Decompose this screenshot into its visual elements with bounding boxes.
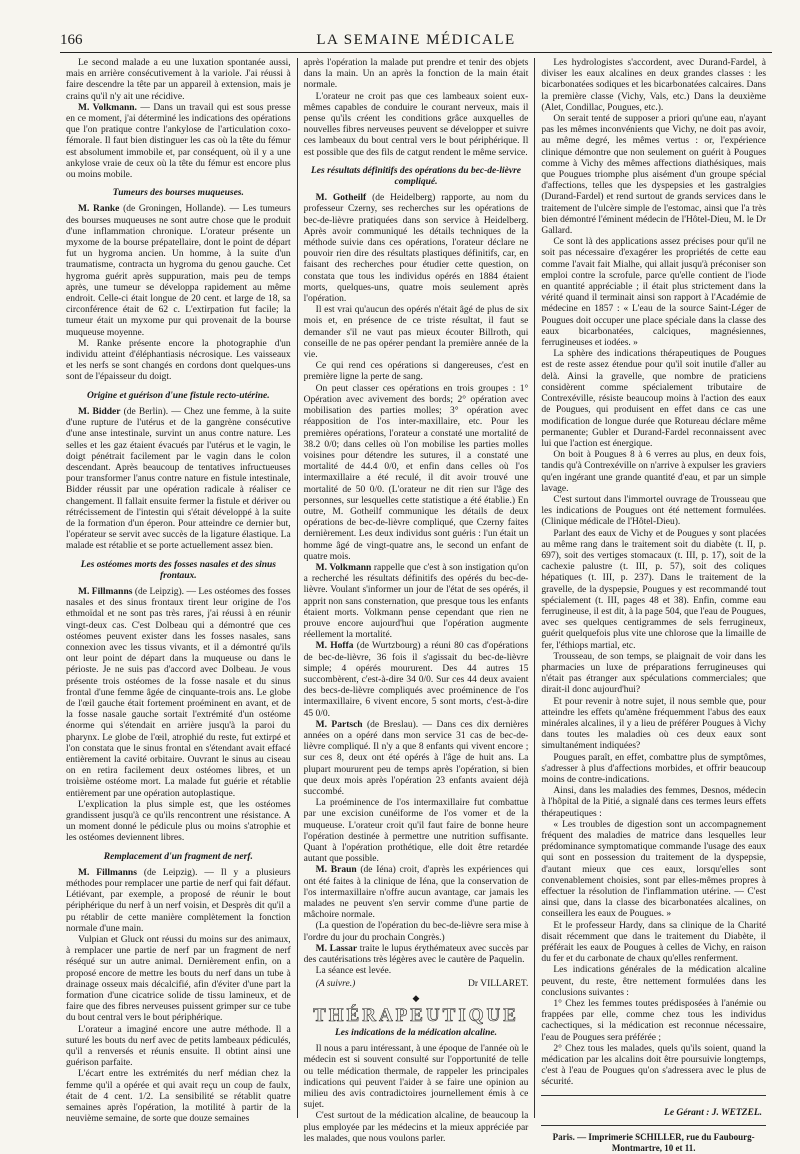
paragraph (66, 868, 291, 935)
journal-title: LA SEMAINE MÉDICALE (316, 32, 516, 48)
speaker-name: M. Ranke (78, 204, 120, 215)
author-signature: Dr VILLARET. (468, 979, 529, 990)
paragraph (66, 407, 291, 553)
printer-imprint (541, 1132, 766, 1154)
paragraph: Trousseau, de son temps, se plaignait de voir dans les pharmacies un luxe de préparations ferrugineuses qui n'était pas étranger aux spéculations commerciales; que dirait-il donc aujourd'hui? (541, 651, 767, 696)
paragraph: Et pour revenir à notre sujet, il nous semble que, pour atteindre les effets qu'amène fréquemment l'abus des eaux minérales alcalines, il y a lieu de préférer Pougues à Vichy dans toutes les maladies où ces deux eaux sont simultanément indiquées? (541, 696, 767, 752)
speaker-name: M. Volkmann. (78, 102, 137, 113)
paragraph-text: (de Breslau). — Dans ces dix dernières années on a opéré dans mon service 31 cas de bec-de-lièvre compliqué. Il n'y a que 8 enfants qui vivent encore ; sur ces 8, deux ont été opérés à l'âge de huit ans. La plupart moururent peu de temps après l'opération, si bien que deux mois après l'opération 23 enfants avaient déjà succombé. (303, 719, 529, 797)
paragraph: 2° Chez tous les malades, quels qu'ils soient, quand la médication par les alcalins doit être poursuivie longtemps, c'est à l'eau de Pougues qu'on s'adressera avec le plus de sécurité. (541, 1043, 767, 1088)
paragraph: L'orateur a imaginé encore une autre méthode. Il a suturé les bouts du nerf avec de petits lambeaux pédiculés, qu'il a renversés et réunis ensuite. Il obtint ainsi une guérison parfaite. (66, 1024, 291, 1069)
paragraph-text: (de Leipzig). — Les ostéomes des fosses nasales et des sinus frontaux tirent leur origine de l'os ethmoïdal et ne sont pas très rares, j'ai réussi à en réunir vingt-deux cas. C'est Dolbeau qui a démontré que ces ostéomes peuvent exister dans les fosses nasales, sans connexion avec les tissus vivants, et il a démontré qu'ils ont leur point de départ dans la muqueuse ou dans le périoste. Je ne suis pas d'accord avec Dolbeau. Je vous présente trois ostéomes de la fosse nasale et du sinus frontal d'une femme âgée de cinquante-trois ans. Le globe de l'œil gauche était fortement proéminent en avant, et de la fosse nasale gauche sortait l'extrémité d'un ostéome énorme qui s'étendait en arrière jusqu'à la paroi du pharynx. Le globe de l'œil, atrophié du reste, fut extirpé et l'on constata que le sinus frontal en s'étendant avait effacé entièrement la cavité orbitaire. Ouvrant le sinus au ciseau on en retira facilement deux ostéomes libres, et un troisième ostéome mort. La malade fut guérie et rétablie entièrement par une opération autoplastique. (66, 586, 291, 799)
paragraph-text: rappelle que c'est à son instigation qu'on a recherché les résultats définitifs des opérés du bec-de-lièvre. Voulant s'informer un jour de l'état de ses opérés, il apprit non sans consternation, que presque tous les enfants étaient morts. Volkmann pense cependant que rien ne prouve encore aujourd'hui que l'opération augmente réellement la mortalité. (303, 562, 529, 641)
paragraph: Pougues paraît, en effet, combattre plus de symptômes, s'adresser à plus d'affections morbides, et offrir beaucoup moins de contre-indications. (541, 752, 767, 785)
column-middle (297, 58, 535, 1144)
column-right (534, 58, 772, 1153)
paragraph-text: (de Berlin). — Chez une femme, à la suite d'une rupture de l'utérus et de la gangrène consécutive d'une anse intestinale, survint un anus contre nature. Les selles et les gaz étaient évacués par l'utérus et le vagin, le doigt pénétrait facilement par le vagin dans le colon descendant. Après beaucoup de tentatives infructueuses pour transformer l'anus contre nature en fistule intestinale, Bidder réussit par une opération radicale à réaliser ce changement. Il fallait ensuite fermer la fistule et dériver ou rétrécissement de l'intestin qui s'était développé à la suite de la formation d'un éperon. Pour atteindre ce dernier but, l'opérateur se servit avec succès de la ligature élastique. La malade est rétablie et se porte actuellement assez bien. (66, 406, 291, 552)
paragraph: Le second malade a eu une luxation spontanée aussi, mais en arrière consécutivement à la variole. J'ai réussi à faire descendre la tête par un appareil à extension, mais je crains qu'il n'y ait une récidive. (66, 58, 291, 102)
paragraph: La sphère des indications thérapeutiques de Pougues est de reste assez étendue pour qu'il soit inutile d'aller au delà. Ainsi la gravelle, que nombre de praticiens considèrent comme spécialement tributaire de Contrexéville, résiste beaucoup moins à l'action des eaux de Pougues, qui produisent en effet dans ce cas une modification de longue durée que Rotureau déclare même permanente; Gubler et Durand-Fardel reconnaissent avec lui que l'action est énergique. (541, 349, 767, 449)
printer-line: Paris. — Imprimerie SCHILLER, rue du Faubourg- (552, 1131, 755, 1142)
paragraph: (La question de l'opération du bec-de-lièvre sera mise à l'ordre du jour du prochain Congrès.) (303, 921, 529, 943)
signature-row (304, 979, 529, 990)
paragraph: Et le professeur Hardy, dans sa clinique de la Charité disait récemment que dans le traitement du Diabète, il préférait les eaux de Pougues à celles de Vichy, en raison du fer et du carbonate de chaux qu'elles renferment. (541, 920, 767, 965)
paragraph (304, 944, 529, 966)
to-be-continued: (A suivre.) (315, 979, 356, 990)
speaker-name: M. Lassar (315, 943, 358, 954)
speaker-name: M. Fillmanns (78, 586, 133, 597)
paragraph: L'orateur ne croit pas que ces lambeaux soient eux-mêmes capables de conduire le courant nerveux, mais il pense qu'ils créent les conditions grâce auxquelles de nouvelles fibres nerveuses peuvent se développer et suivre ces lambeaux du bout central vers le bout périphérique. Il est possible que des fils de catgut rendent le même service. (303, 91, 529, 158)
paragraph (66, 587, 291, 800)
paragraph: Il est vrai qu'aucun des opérés n'était âgé de plus de six mois et, en présence de ce triste résultat, il faut se demander s'il ne vaut pas mieux écouter Billroth, qui conseille de ne pas opérer pendant la première année de la vie. (303, 305, 529, 361)
speaker-name: M. Bidder (78, 406, 121, 417)
paragraph (66, 204, 291, 338)
paragraph: « Les troubles de digestion sont un accompagnement fréquent des maladies de matrice dans lesquelles leur prédominance symptomatique commande l'usage des eaux qui sont en possession du traitement de la dyspepsie, d'autant mieux que ces eaux, lorsqu'elles sont convenablement choisies, sont par elles-mêmes propres à effectuer la résolution de l'inflammation utérine. — C'est ainsi que, dans la classe des bicarbonatées alcalines, on conseillera les eaux de Pougues. » (541, 819, 767, 920)
paragraph: C'est surtout dans l'immortel ouvrage de Trousseau que les indications de Pougues ont été nettement formulées. (Clinique médicale de l'Hôtel-Dieu). (541, 494, 767, 528)
paragraph: On peut classer ces opérations en trois groupes : 1° Opération avec avivement des bords; 2° opération avec mobilisation des parties molles; 3° opération avec réapposition de l'os inter-maxillaire, etc. Pour les premières opérations, l'orateur a constaté une mortalité de 38.2 0/0; dans celles où l'on mobilise les parties molles voisines pour détendre les sutures, il a constaté une mortalité de 44.4 0/0, et enfin dans celles où l'os intermaxillaire a été reculé, il dit avoir trouvé une mortalité de 50 0/0. (L'orateur ne dit rien sur l'âge des personnes, sur lesquelles cette statistique a été établie.) En outre, M. Gotheilf communique les détails de deux opérations de bec-de-lièvre compliqué, que Czerny faites dernièrement. Les deux individus sont guéris : l'un était un homme âgé de vingt-quatre ans, le second un enfant de quatre mois. (303, 383, 529, 562)
paragraph: On boit à Pougues 8 à 6 verres au plus, en deux fois, tandis qu'à Contrexéville on n'arrive à expulser les graviers qu'en ingérant une grande quantité d'eau, et par un simple lavage. (541, 450, 767, 494)
paragraph: Ce qui rend ces opérations si dangereuses, c'est en première ligne la perte de sang. (303, 361, 529, 383)
paragraph-text: (de Iéna) croit, d'après les expériences qui ont été faites à la clinique de Iéna, que la conservation de l'os intermaxillaire n'offre aucun avantage, car jamais les malades ne peuvent s'en servir comme d'une partie de mâchoire normale. (303, 865, 529, 921)
paragraph (304, 641, 529, 719)
section-heading: Les ostéomes morts des fosses nasales et des sinus frontaux. (80, 559, 276, 581)
paragraph: 1° Chez les femmes toutes prédisposées à l'anémie ou frappées par elle, comme chez tous les individus cachectiques, si la médication est reconnue nécessaire, l'eau de Pougues sera préférée ; (541, 999, 767, 1043)
paragraph-text: (de Leipzig). — Il y a plusieurs méthodes pour remplacer une partie de nerf qui fait défaut. Létiévant, par exemple, a proposé de réunir le bout périphérique du nerf à un nerf voisin, et Desprès dit qu'il a pu rétablir de cette manière complètement la fonction normale d'une main. (66, 867, 291, 934)
paragraph: On serait tenté de supposer a priori qu'une eau, n'ayant pas les mêmes inconvénients que Vichy, ne doit pas avoir, au même degré, les mêmes vertus : or, l'expérience clinique démontre que non seulement on guérit à Pougues comme à Vichy des mêmes affections diathésiques, mais que Pougues triomphe plus aisément d'un groupe spécial d'affections, telles que les dyspepsies et les gastralgies (Durand-Fardel) et rend surtout de grands services dans le traitement de l'ulcère simple de l'estomac, ainsi que l'a très bien démontré l'éminent médecin de l'Hôtel-Dieu, M. le Dr Gallard. (541, 114, 767, 237)
paragraph-text: — Dans un travail qui est sous presse en ce moment, j'ai déterminé les indications des opérations que l'on pratique contre l'ankylose de l'articulation coxo-fémorale. Il faut bien distinguer les cas où la tête du fémur est absolument immobile et, par conséquent, où il y a une ankylose vraie de ceux où la tête du fémur est encore plus ou moins mobile. (66, 102, 291, 181)
printer-line: Montmartre, 10 et 11. (611, 1142, 696, 1153)
section-heading: Remplacement d'un fragment de nerf. (103, 851, 253, 862)
section-heading: Tumeurs des bourses muqueuses. (112, 188, 244, 199)
section-heading: Les indications de la médication alcaline. (334, 1028, 498, 1039)
paragraph (304, 563, 529, 641)
rubric-title: THÉRAPEUTIQUE (313, 1004, 519, 1026)
ornament-divider-icon: ◆ (412, 992, 420, 1003)
page-header (60, 32, 772, 53)
paragraph: Vulpian et Gluck ont réussi du moins sur des animaux, à remplacer une partie de nerf par un fragment de nerf réséqué sur un autre animal. Dernièrement enfin, on a proposé encore de mettre les bouts du nerf dans un tube à drainage osseux mais décalcifié, afin d'éviter d'une part la formation d'une cicatrice solide de tissu lamineux, et de faire que des fibres nerveuses puissent grimper sur ce tube du bout central vers le bout périphérique. (66, 935, 291, 1024)
section-heading: Origine et guérison d'une fistule recto-utérine. (87, 390, 270, 401)
paragraph: L'écart entre les extrémités du nerf médian chez la femme qu'il a opérée et qui avait reçu un coup de faulx, était de 4 cent. 1/2. La sensibilité se rétablit quatre semaines après l'opération, la motilité à partir de la neuvième semaine, de sorte que douze semaines (66, 1069, 291, 1125)
paragraph (66, 103, 291, 181)
paragraph (304, 193, 529, 305)
speaker-name: M. Gotheilf (315, 193, 367, 204)
speaker-name: M. Fillmanns (78, 867, 137, 878)
paragraph: Ainsi, dans les maladies des femmes, Desnos, médecin à l'hôpital de la Pitié, a signalé dans ces termes leurs effets thérapeutiques : (541, 786, 767, 819)
paragraph-text: (de Groningen, Hollande). — Les tumeurs des bourses muqueuses ne sont autre chose que le produit d'une inflammation chronique. L'orateur présente un myxome de la bourse prépatellaire, dont le point de départ fut un hygroma ancien. Un homme, à la suite d'un traumatisme, contracta un hygroma du genou gauche. Cet hygroma guérit après suppuration, mais peu de temps après, une tumeur se développa rapidement au même endroit. Celle-ci était longue de 20 cent. et large de 18, sa circonférence était de 62 c. L'extirpation fut facile; la tumeur était un myxome pur qui provenait de la bourse muqueuse moyenne. (66, 204, 291, 338)
column-left (60, 58, 297, 1125)
speaker-name: M. Partsch (315, 719, 363, 730)
paragraph-text: (de Heidelberg) rapporte, au nom du professeur Czerny, ses recherches sur les opérations de bec-de-lièvre pratiquées dans son service à Heidelberg. Après avoir communiqué les détails techniques de la méthode suivie dans ces opérations, l'orateur déclare ne pouvoir rien dire des résultats plastiques définitifs, car, en faisant des recherches pour étudier cette question, on constata que tous les individus opérés en 1884 étaient morts, quelques-uns, quatre mois seulement après l'opération. (303, 193, 529, 305)
paragraph: Les hydrologistes s'accordent, avec Durand-Fardel, à diviser les eaux alcalines en deux grandes classes : les bicarbonatées sodiques et les bicarbonatées calcaires. Dans la première classe (Vichy, Vals, etc.) Dans la deuxième (Alet, Condillac, Pougues, etc.). (541, 58, 767, 113)
divider (541, 1125, 766, 1126)
paragraph: La séance est levée. (315, 966, 392, 977)
paragraph-text: (de Wurtzbourg) a réuni 80 cas d'opérations de bec-de-lièvre, 36 fois il s'agissait du bec-de-lièvre simple; 4 opérés moururent. Des 44 autres 15 succombèrent, c'est-à-dire 34 0/0. Sur ces 44 deux avaient des becs-de-lièvre compliqués avec proéminence de l'os intermaxillaire, 6 vivent encore, 5 sont morts, c'est-à-dire 45 0/0. (303, 641, 529, 719)
paragraph: L'explication la plus simple est, que les ostéomes grandissent jusqu'à ce qu'ils rencontrent une résistance. A un moment donné le pédicule plus ou moins s'atrophie et les ostéomes deviennent libres. (66, 799, 291, 844)
section-heading: Les résultats définitifs des opérations du bec-de-lièvre compliqué. (310, 165, 522, 188)
paragraph (304, 720, 529, 798)
speaker-name: M. Braun (315, 865, 357, 876)
paragraph: La proéminence de l'os intermaxillaire fut combattue par une excision cunéiforme de l'os vomer et de la muqueuse. L'orateur croit qu'il faut faire de bonne heure l'opération destinée à permettre une nutrition suffisante. Quant à l'opération prothétique, elle doit être retardée autant que possible. (303, 798, 529, 865)
paragraph: Ce sont là des applications assez précises pour qu'il ne soit pas nécessaire d'exagérer les propriétés de cette eau comme l'avait fait Mialhe, qui allait jusqu'à préconiser son emploi contre la scrofule, parce qu'elle contient de l'iode en quantité appréciable ; il était plus strictement dans la vérité quand il terminait ainsi son rapport à l'Académie de médecine en 1857 : « L'eau de la source Saint-Léger de Pougues doit occuper une place spéciale dans la classe des eaux bicarbonatées, calciques, magnésiennes, ferrugineuses et iodées. » (541, 237, 767, 349)
paragraph: Il nous a paru intéressant, à une époque de l'année où le médecin est si souvent consulté sur l'opportunité de telle ou telle médication thermale, de rappeler les principales indications qui peuvent l'aider à se faire une opinion au milieu des avis contradictoires journellement émis à ce sujet. (303, 1044, 529, 1111)
paragraph: Parlant des eaux de Vichy et de Pougues y sont placées au même rang dans le traitement soit du diabète (t. II, p. 697), soit des vertiges stomacaux (t. III, p. 17), soit de la cachexie palustre (t. III, p. 57), soit des coliques hépatiques (t. III, p. 237). Dans le traitement de la gravelle, de la dyspepsie, Pougues y est recommandé tout spécialement (t. III, pages 48 et 38). Enfin, comme eau ferrugineuse, il est dit, à la page 504, que l'eau de Pougues, avec ses quelques centigrammes de sels ferrugineux, guérit quelquefois plus vite une chlorose que la limaille de fer, l'éthiops martial, etc. (541, 528, 767, 651)
paragraph-text: traite le lupus érythémateux avec succès par des cautérisations très légères avec le cautère de Paquelin. (303, 943, 529, 966)
speaker-name: M. Hoffa (315, 641, 354, 652)
paragraph (304, 865, 529, 921)
paragraph: C'est surtout de la médication alcaline, de beaucoup la plus employée par les médecins et la mieux appréciée par les malades, que nous voulons parler. (303, 1111, 529, 1144)
columns (60, 58, 772, 1153)
manager-signature: Le Gérant : J. WETZEL. (664, 1107, 763, 1118)
paragraph: après l'opération la malade put prendre et tenir des objets dans la main. Un an après la fonction de la main était normale. (303, 58, 529, 91)
paragraph: M. Ranke présente encore la photographie d'un individu atteint d'éléphantiasis nécrosique. Les vaisseaux et les nerfs se sont changés en cordons dont quelques-uns sont de l'épaisseur du doigt. (66, 338, 291, 383)
paragraph: Les indications générales de la médication alcaline peuvent, du reste, être nettement formulées dans les conclusions suivantes : (541, 965, 767, 998)
divider (541, 1095, 766, 1096)
page-number: 166 (60, 32, 83, 48)
speaker-name: M. Volkmann (315, 562, 372, 573)
